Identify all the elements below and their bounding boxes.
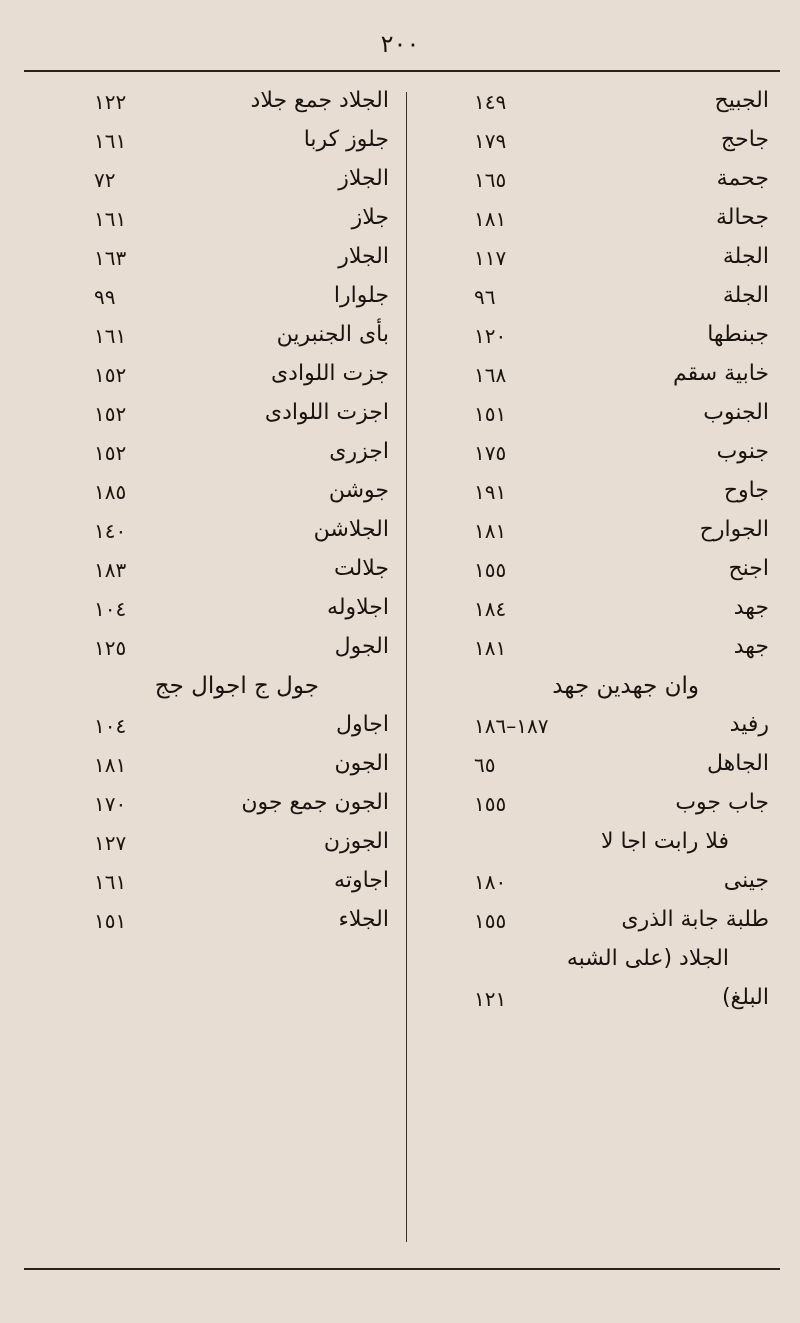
entry-word: جهد <box>733 634 769 659</box>
entry-word: وان جهدين جهد <box>552 673 699 699</box>
entry-word: اجاول <box>335 712 389 737</box>
index-entry <box>44 706 399 745</box>
entry-word: جول ج اجوال جج <box>154 673 319 699</box>
entry-page-number: ١٨١ <box>474 519 507 543</box>
entry-page-number: ٦٥ <box>474 753 496 777</box>
entry-page-number: ١٥٢ <box>94 441 127 465</box>
index-entry <box>44 589 399 628</box>
entry-page-number: ١٦٨ <box>474 363 507 387</box>
entry-page-number: ١٥٥ <box>474 558 507 582</box>
page-number: ٢٠٠ <box>380 30 420 58</box>
entry-word: جزت اللوادى <box>270 361 389 386</box>
entry-word: البلغ) <box>721 985 769 1010</box>
entry-page-number: ١٦١ <box>94 207 127 231</box>
entry-page-number: ١٢٥ <box>94 636 127 660</box>
entry-page-number: ١٨٤ <box>474 597 507 621</box>
index-entry <box>44 745 399 784</box>
entry-page-number: ٩٩ <box>94 285 116 309</box>
index-entry <box>44 316 399 355</box>
entry-page-number: ١٢١ <box>474 987 507 1011</box>
index-entry <box>424 706 779 745</box>
entry-word: جحمة <box>716 166 769 191</box>
entry-word: اجلاوله <box>327 595 389 620</box>
index-entry <box>424 238 779 277</box>
index-entry <box>44 121 399 160</box>
index-entry <box>424 823 779 862</box>
entry-page-number: ١٨١ <box>94 753 127 777</box>
index-entry <box>44 160 399 199</box>
index-entry <box>424 472 779 511</box>
entry-page-number: ١٥٢ <box>94 363 127 387</box>
index-entry <box>424 277 779 316</box>
entry-word: جاب جوب <box>675 790 769 815</box>
entry-page-number: ١٤٩ <box>474 90 507 114</box>
entry-word: الجلار <box>338 244 389 269</box>
index-entry <box>424 940 779 979</box>
index-entry <box>424 862 779 901</box>
entry-page-number: ١٦١ <box>94 129 127 153</box>
entry-word: اجزرى <box>329 439 389 464</box>
index-entry <box>424 979 779 1018</box>
entry-page-number: ١٢٧ <box>94 831 127 855</box>
entry-word: الجون جمع جون <box>241 790 389 815</box>
entry-word: جوشن <box>328 478 389 503</box>
index-entry <box>44 784 399 823</box>
entry-word: الجلاء <box>338 907 389 932</box>
entry-page-number: ٩٦ <box>474 285 496 309</box>
index-entry <box>44 238 399 277</box>
index-entry <box>424 394 779 433</box>
entry-word: الجنوب <box>703 400 769 425</box>
entry-word: الجوارح <box>699 517 769 542</box>
entry-page-number: ١٧٩ <box>474 129 507 153</box>
index-entry <box>424 433 779 472</box>
right-column <box>424 82 779 1018</box>
entry-page-number: ١٧٥ <box>474 441 507 465</box>
index-entry <box>44 199 399 238</box>
entry-page-number: ١٨٥ <box>94 480 127 504</box>
entry-word: جلالت <box>333 556 389 581</box>
index-entry <box>424 316 779 355</box>
entry-page-number: ١٨٠ <box>474 870 507 894</box>
entry-page-number: ١٥٥ <box>474 909 507 933</box>
index-entry <box>424 550 779 589</box>
entry-page-number: ١٦٥ <box>474 168 507 192</box>
entry-word: جاوح <box>723 478 769 503</box>
entry-word: طلبة جابة الذرى <box>621 907 769 932</box>
entry-page-number: ١٨١ <box>474 636 507 660</box>
entry-page-number: ١٨٣ <box>94 558 127 582</box>
entry-word: الجلاشن <box>313 517 389 542</box>
index-entry <box>424 199 779 238</box>
index-entry <box>424 784 779 823</box>
left-column <box>44 82 399 940</box>
entry-word: بأى الجنبرين <box>276 322 389 347</box>
entry-word: رفيد <box>729 712 769 737</box>
index-entry <box>424 589 779 628</box>
entry-word: الجلاد (على الشبه <box>566 946 729 971</box>
index-entry <box>44 355 399 394</box>
entry-page-number: ١٥٢ <box>94 402 127 426</box>
entry-page-number: ١٥١ <box>94 909 127 933</box>
entry-word: اجاوته <box>334 868 389 893</box>
entry-page-number: ١٨٧–١٨٦ <box>474 714 549 738</box>
entry-word: جبنطها <box>707 322 769 347</box>
index-entry <box>44 511 399 550</box>
index-table <box>24 70 780 1270</box>
entry-word: فلا رابت اجا لا <box>600 829 729 854</box>
entry-page-number: ١٢٢ <box>94 90 127 114</box>
index-entry <box>424 667 779 706</box>
entry-word: الجول <box>334 634 389 659</box>
index-entry <box>44 823 399 862</box>
entry-page-number: ١٦١ <box>94 324 127 348</box>
entry-page-number: ١٦٣ <box>94 246 127 270</box>
entry-word: الجلاز <box>338 166 389 191</box>
entry-page-number: ١٥٥ <box>474 792 507 816</box>
entry-word: الجاهل <box>707 751 769 776</box>
entry-word: اجزت اللوادى <box>264 400 389 425</box>
entry-word: الجون <box>334 751 389 776</box>
index-entry <box>424 511 779 550</box>
entry-word: جاحج <box>720 127 769 152</box>
index-entry <box>424 160 779 199</box>
index-entry <box>424 355 779 394</box>
index-entry <box>424 82 779 121</box>
entry-page-number: ١٢٠ <box>474 324 507 348</box>
index-entry <box>424 745 779 784</box>
index-entry <box>44 394 399 433</box>
entry-word: الجوزن <box>323 829 389 854</box>
entry-word: جلوز كربا <box>303 127 389 152</box>
entry-word: جينى <box>723 868 769 893</box>
entry-word: جنوب <box>716 439 769 464</box>
entry-word: جحالة <box>715 205 769 230</box>
index-entry <box>424 901 779 940</box>
entry-word: الجلاد جمع جلاد <box>250 88 389 113</box>
index-entry <box>44 901 399 940</box>
entry-word: خابية سقم <box>672 361 769 386</box>
entry-page-number: ١١٧ <box>474 246 507 270</box>
entry-word: جلاز <box>351 205 389 230</box>
entry-page-number: ١٨١ <box>474 207 507 231</box>
entry-word: جهد <box>733 595 769 620</box>
index-entry <box>44 862 399 901</box>
column-divider <box>406 92 407 1242</box>
entry-word: اجنح <box>728 556 769 581</box>
entry-page-number: ١٩١ <box>474 480 507 504</box>
entry-page-number: ١٠٤ <box>94 714 127 738</box>
entry-page-number: ١٠٤ <box>94 597 127 621</box>
entry-word: جلوارا <box>333 283 389 308</box>
index-entry <box>44 667 399 706</box>
index-entry <box>44 472 399 511</box>
index-entry <box>44 82 399 121</box>
entry-word: الجبيح <box>714 88 769 113</box>
entry-page-number: ١٦١ <box>94 870 127 894</box>
entry-page-number: ٧٢ <box>94 168 116 192</box>
entry-page-number: ١٧٠ <box>94 792 127 816</box>
index-entry <box>44 433 399 472</box>
entry-page-number: ١٤٠ <box>94 519 127 543</box>
entry-page-number: ١٥١ <box>474 402 507 426</box>
index-entry <box>44 628 399 667</box>
index-entry <box>424 121 779 160</box>
entry-word: الجلة <box>722 244 769 269</box>
index-entry <box>44 277 399 316</box>
index-entry <box>44 550 399 589</box>
entry-word: الجلة <box>722 283 769 308</box>
index-entry <box>424 628 779 667</box>
